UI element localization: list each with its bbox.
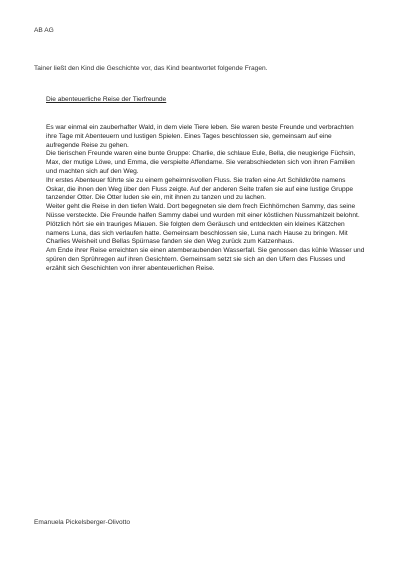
page-footer-author: Emanuela Pickelsberger-Olivotto	[34, 519, 131, 526]
intro-instruction: Tainer ließt den Kind die Geschichte vor, das Kind beantwortet folgende Fragen.	[34, 65, 268, 72]
story-body	[46, 124, 366, 274]
story-paragraph: Die tierischen Freunde waren eine bunte Gruppe: Charlie, die schlaue Eule, Bella, die neugierige Füchsin, Max, der mutige Löwe, und Emma, die verspielte Affendame. Sie verabschiedeten sich von ihren Familien und machten sich auf den Weg.	[46, 150, 356, 175]
story-title: Die abenteuerliche Reise der Tierfreunde	[46, 96, 167, 103]
story-paragraph: Plötzlich hört sie ein trauriges Miauen. Sie folgten dem Geräusch und entdeckten ein kleines Kätzchen namens Luna, das sich verlaufen hatte. Gemeinsam beschlossen sie, Luna nach Hause zu bringen. Mit Charlies Weisheit und Bellas Spürnase fanden sie den Weg zurück zum Katzenhaus.	[46, 220, 348, 246]
story-paragraph: Am Ende ihrer Reise erreichten sie einen atemberaubenden Wasserfall. Sie genossen das kühle Wasser und spüren den Sprühregen auf ihren Gesichtern. Gemeinsam setzt sie sich an den Ufern des Flusses und erzählt sich Geschichten von ihrer abenteuerlichen Reise.	[46, 247, 365, 272]
story-paragraph: Weiter geht die Reise in den tiefen Wald. Dort begegneten sie dem frech Eichhörnchen Sammy, das seine Nüsse versteckte. Die Freunde halfen Sammy dabei und wurden mit einer köstlichen Nussmahlzeit belohnt.	[46, 203, 360, 219]
story-paragraph: Es war einmal ein zauberhafter Wald, in dem viele Tiere leben. Sie waren beste Freunde und verbrachten ihre Tage mit Abenteuern und lustigen Spielen. Eines Tages beschlossen sie, gemeinsam auf eine aufregende Reise zu gehen.	[46, 124, 354, 149]
story-paragraph: Ihr erstes Abenteuer führte sie zu einem geheimnisvollen Fluss. Sie trafen eine Art Schildkröte namens Oskar, die ihnen den Weg über den Fluss zeigte. Auf der anderen Seite trafen sie auf eine lustige Gruppe tanzender Otter. Die Otter luden sie ein, mit ihnen zu tanzen und zu lachen.	[46, 176, 354, 202]
page-header: AB AG	[34, 27, 54, 34]
